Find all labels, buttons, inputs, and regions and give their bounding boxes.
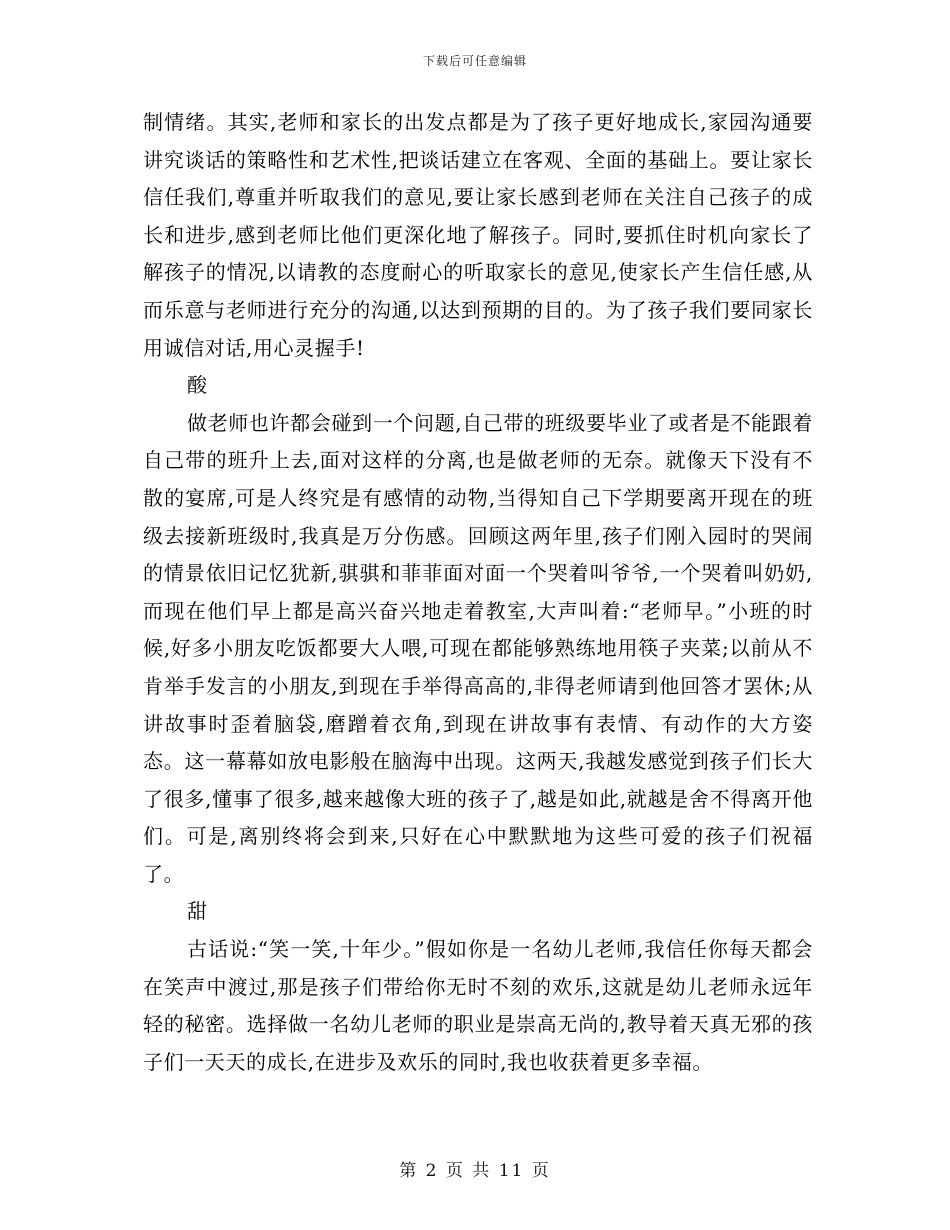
page-header: 下载后可任意编辑: [422, 54, 527, 68]
paragraph-sour: 做老师也许都会碰到一个问题,自己带的班级要毕业了或者是不能跟着自己带的班升上去,面对这样的分离,也是做老师的无奈。就像天下没有不散的宴席,可是人终究是有感情的动物,当得知自己下学期要离开现在的班级去接新班级时,我真是万分伤感。回顾这两年里,孩子们刚入园时的哭闹的情景依旧记忆犹新,骐骐和菲菲面对面一个哭着叫爷爷,一个哭着叫奶奶,而现在他们早上都是高兴奋兴地走着教室,大声叫着:“老师早。”小班的时候,好多小朋友吃饭都要大人喂,可现在都能够熟练地用筷子夹菜;以前从不肯举手发言的小朋友,到现在手举得高高的,非得老师请到他回答才罢休;从讲故事时歪着脑袋,磨蹭着衣角,到现在讲故事有表情、有动作的大方姿态。这一幕幕如放电影般在脑海中出现。这两天,我越发感觉到孩子们长大了很多,懂事了很多,越来越像大班的孩子了,越是如此,就越是舍不得离开他们。可是,离别终将会到来,只好在心中默默地为这些可爱的孩子们祝福了。: [143, 410, 813, 886]
paragraph-sweet: 古话说:“笑一笑,十年少。”假如你是一名幼儿老师,我信任你每天都会在笑声中渡过,那是孩子们带给你无时不刻的欢乐,这就是幼儿老师永远年轻的秘密。选择做一名幼儿老师的职业是崇高无尚的,教导着天真无邪的孩子们一天天的成长,在进步及欢乐的同时,我也收获着更多幸福。: [143, 937, 813, 1074]
page-footer: 第 2 页 共 11 页: [399, 1161, 551, 1181]
document-body: [143, 104, 813, 1081]
paragraph-communication: 制情绪。其实,老师和家长的出发点都是为了孩子更好地成长,家园沟通要讲究谈话的策略性和艺术性,把谈话建立在客观、全面的基础上。要让家长信任我们,尊重并听取我们的意见,要让家长感到老师在关注自己孩子的成长和进步,感到老师比他们更深化地了解孩子。同时,要抓住时机向家长了解孩子的情况,以请教的态度耐心的听取家长的意见,使家长产生信任感,从而乐意与老师进行充分的沟通,以达到预期的目的。为了孩子我们要同家长用诚信对话,用心灵握手!: [143, 110, 813, 360]
section-heading-sour: 酸: [187, 373, 207, 398]
section-heading-sweet: 甜: [187, 899, 207, 924]
